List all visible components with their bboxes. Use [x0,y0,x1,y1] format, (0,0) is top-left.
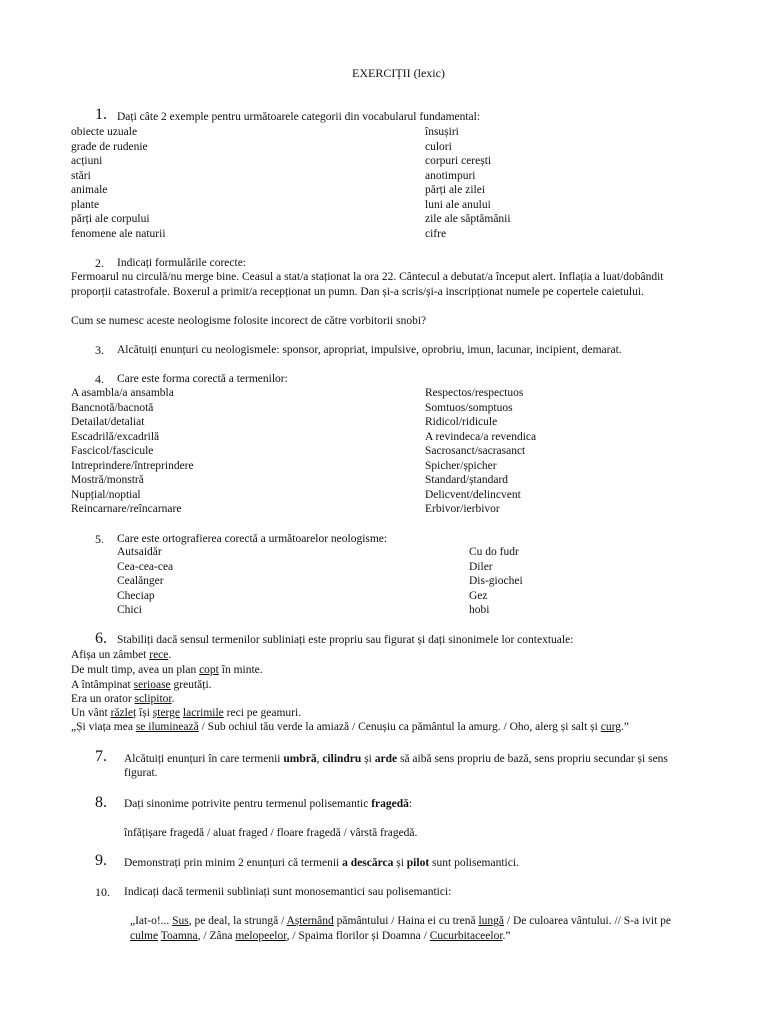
list-item: Cealănger [117,575,164,587]
list-item: acțiuni [71,155,103,167]
exercise-6-quote: „Și viața mea se iluminează / Sub ochiul tău verde la amiază / Cenușiu ca pământul la amurg. / Oho, alerg și salt și curg.” [71,721,629,733]
exercise-8-prompt: Dați sinonime potrivite pentru termenul polisemantic fragedă: [124,798,413,810]
list-item: Respectos/respectuos [425,387,524,399]
exercise-6-prompt: Stabiliți dacă sensul termenilor subliniați este propriu sau figurat și dați sinonimele lor contextuale: [117,634,574,646]
exercise-10-prompt: Indicați dacă termenii subliniați sunt monosemantici sau polisemantici: [124,886,452,898]
exercise-1-prompt: Dați câte 2 exemple pentru următoarele categorii din vocabularul fundamental: [117,111,481,123]
exercise-7-number: 7. [95,748,107,765]
exercise-7-text-line-2: figurat. [124,767,158,779]
list-item: Standard/ștandard [425,474,509,486]
list-item: hobi [469,604,490,616]
list-item: cifre [425,227,447,240]
underlined-term: rece [149,649,169,661]
exercise-4-number: 4. [95,372,104,386]
underlined-term: Sus [172,915,189,927]
list-item: Autsaidăr [117,546,162,558]
underlined-term: Cucurbitaceelor [429,930,503,942]
list-item: Checiap [117,589,155,602]
exercise-1-number: 1. [95,106,107,123]
underlined-term: curg [600,721,621,733]
exercise-10-quote-line-1: „Iat-o!... Sus, pe deal, la strungă / Așternând pământului / Haina ei cu trenă lungă / De culoarea vântului. // S-a ivit pe [130,915,672,927]
exercise-1-left-list [71,125,166,241]
list-item: luni ale anului [425,198,491,211]
exercise-3-number: 3. [95,343,104,357]
exercise-7-text: Alcătuiți enunțuri în care termenii umbră, cilindru și arde să aibă sens propriu de bază, sens propriu secundar și sens [124,753,668,765]
exercise-6-sentence-2: De mult timp, avea un plan copt în minte. [71,664,263,676]
exercise-9-number: 9. [95,852,107,869]
exercise-8-number: 8. [95,794,107,811]
list-item: Diler [469,560,493,573]
exercise-5-left-list [117,545,173,618]
underlined-term: lungă [478,915,504,927]
document-title: EXERCIȚII (lexic) [352,66,445,80]
list-item: zile ale săptămânii [425,213,511,225]
underlined-term: Așternând [286,915,334,927]
list-item: corpuri cerești [425,155,492,167]
underlined-term: răzleț [110,707,137,719]
list-item: Detailat/detaliat [71,416,145,428]
exercise-6-number: 6. [95,630,107,647]
list-item: plante [71,198,100,211]
underlined-term: șterge [152,707,181,719]
exercise-4-prompt: Care este forma corectă a termenilor: [117,373,288,385]
list-item: anotimpuri [425,169,476,182]
exercise-10-number: 10. [95,885,110,899]
underlined-term: sclipitor [134,693,172,705]
exercise-4-right-list [425,386,536,517]
underlined-term: melopeelor [235,930,287,942]
list-item: Cu do fudr [469,546,519,558]
exercise-2-number: 2. [95,256,104,270]
list-item: Dis-giochei [469,575,523,587]
exercise-9-text: Demonstrați prin minim 2 enunțuri că termenii a descărca și pilot sunt polisemantici. [124,857,519,869]
list-item: Erbivor/ierbivor [425,503,500,515]
list-item: Spicher/șpicher [425,459,497,472]
list-item: Somtuos/somptuos [425,401,513,414]
list-item: Reincarnare/reîncarnare [71,503,182,515]
list-item: Bancnotă/bacnotă [71,401,154,414]
exercise-5-right-list [469,545,523,618]
underlined-term: lacrimile [182,707,224,719]
exercise-4-left-list [71,386,194,517]
exercise-8-examples: înfățișare fragedă / aluat fraged / floare fragedă / vârstă fragedă. [124,827,418,839]
exercise-1-right-list [425,125,511,241]
list-item: animale [71,184,108,196]
list-item: Fascicol/fascicule [71,445,154,457]
list-item: culori [425,140,452,153]
underlined-term: serioase [133,679,171,691]
underlined-term: culme [130,930,159,942]
exercise-2-line-1: Fermoarul nu circulă/nu merge bine. Ceasul a stat/a staționat la ora 22. Cântecul a debutat/a început alert. Inflația a luat/dobândit [71,271,664,283]
exercise-10-quote-line-2: culme Toamna, / Zâna melopeelor, / Spaima florilor și Doamna / Cucurbitaceelor.” [130,930,511,942]
exercise-5-prompt: Care este ortografierea corectă a următoarelor neologisme: [117,533,388,545]
exercise-6-sentence-5: Un vânt răzleț își șterge lacrimile reci pe geamuri. [71,707,302,719]
list-item: însușiri [425,126,459,138]
list-item: A revindeca/a revendica [425,430,537,443]
exercise-6-sentence-3: A întâmpinat serioase greutăți. [71,679,212,691]
list-item: Mostră/monstră [71,474,144,486]
list-item: Sacrosanct/sacrasanct [425,445,526,457]
underlined-term: Toamna [160,930,198,942]
exercise-3-text: Alcătuiți enunțuri cu neologismele: sponsor, apropriat, impulsive, oprobriu, imun, lacunar, incipient, demarat. [117,344,622,356]
exercise-5-number: 5. [95,532,104,546]
list-item: fenomene ale naturii [71,227,166,240]
list-item: Cea-cea-cea [117,560,174,573]
list-item: stări [71,169,91,182]
exercise-6-sentence-1: Afișa un zâmbet rece. [71,649,172,661]
list-item: Chici [117,604,142,616]
list-item: părți ale corpului [71,213,150,225]
exercise-6-sentence-4: Era un orator sclipitor. [71,693,175,705]
list-item: Gez [469,589,488,602]
list-item: Escadrilă/excadrilă [71,430,160,443]
list-item: obiecte uzuale [71,126,138,138]
exercise-2-line-2: proporții catastrofale. Boxerul a primit/a recepționat un pumn. Dan și-a scris/și-a inscripționat numele pe copertele caietului. [71,286,644,298]
underlined-term: copt [199,664,219,676]
list-item: Delicvent/delincvent [425,488,521,501]
underlined-term: se iluminează [135,721,199,733]
list-item: Ridicol/ridicule [425,416,498,428]
exercise-2-question: Cum se numesc aceste neologisme folosite incorect de către vorbitorii snobi? [71,315,427,327]
list-item: Intreprindere/întreprindere [71,459,194,472]
list-item: Nupțial/noptial [71,488,141,501]
list-item: părți ale zilei [425,184,486,196]
list-item: grade de rudenie [71,140,148,153]
list-item: A asambla/a ansambla [71,387,174,399]
exercise-2-prompt: Indicați formulările corecte: [117,257,246,269]
